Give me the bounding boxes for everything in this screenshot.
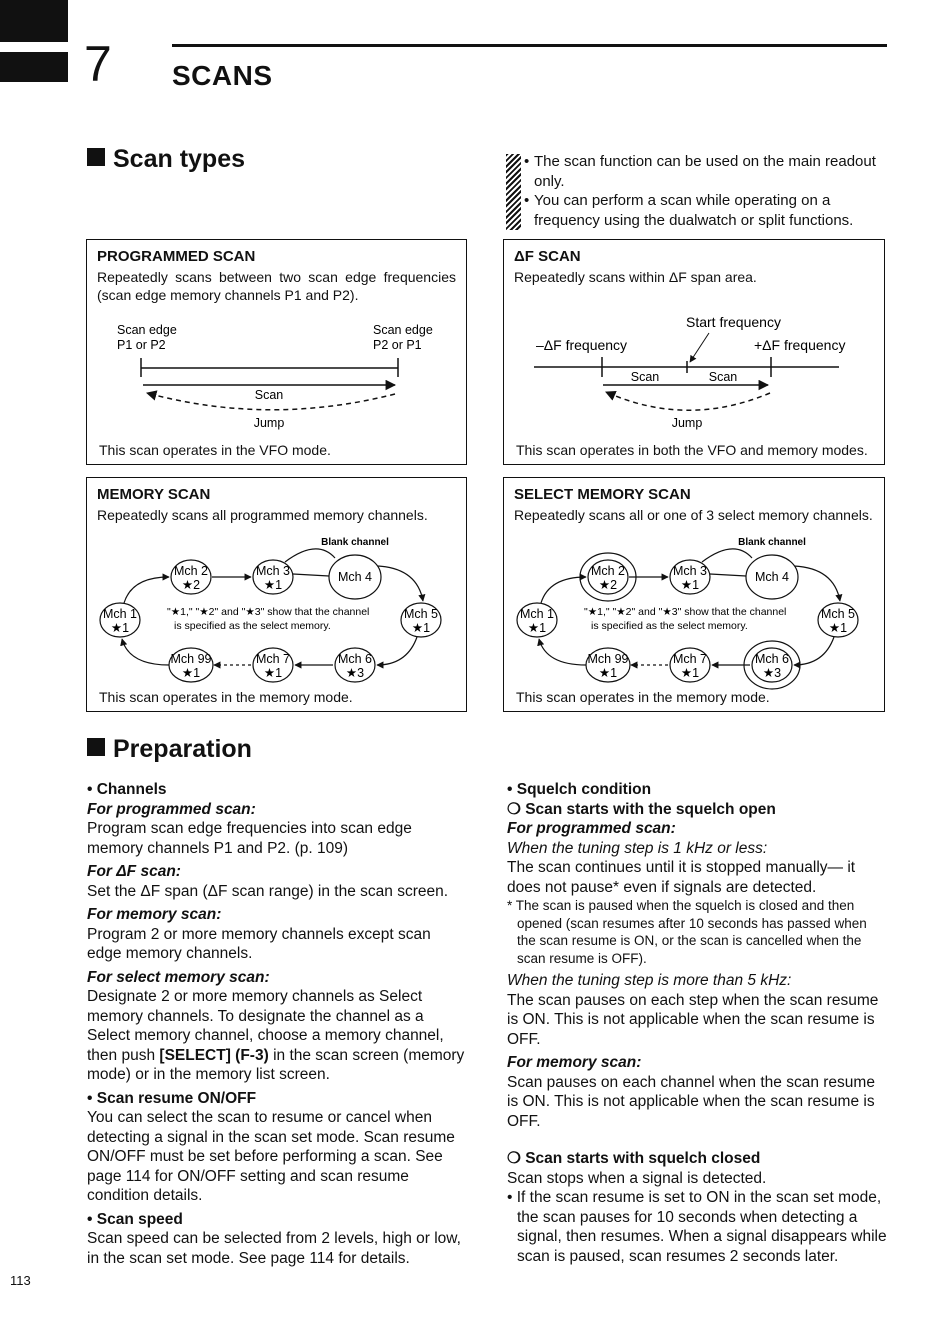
chapter-tab-top <box>0 0 68 42</box>
jump-label: Jump <box>253 416 285 430</box>
channel-name: Mch 99 <box>170 652 212 666</box>
chapter-number: 7 <box>84 36 112 92</box>
note-item: • The scan function can be used on the main readout only. <box>524 152 886 191</box>
select-memory-scan-box <box>503 477 885 712</box>
preparation-right-column <box>507 776 887 1266</box>
jump-arrow <box>606 392 770 410</box>
squelch-heading: • Squelch condition <box>507 780 887 800</box>
channel-mark: ★1 <box>828 621 848 635</box>
scan-label: Scan <box>254 388 284 402</box>
channel-mark: ★1 <box>263 666 283 680</box>
flow-arrow <box>794 566 840 601</box>
select-legend-line-1: "★1," "★2" and "★3" show that the channel <box>584 606 787 618</box>
flow-arrow <box>541 577 586 603</box>
scan-label-2: Scan <box>708 370 738 384</box>
df-scan-box <box>503 239 885 465</box>
channel-name: Mch 3 <box>672 564 708 578</box>
flow-line <box>293 574 329 576</box>
square-bullet-icon <box>87 738 105 756</box>
jump-label: Jump <box>671 416 703 430</box>
df-subheading: For ΔF scan: <box>87 863 181 880</box>
section-title: Scan types <box>113 145 246 173</box>
channel-mark: ★1 <box>598 666 618 680</box>
box-title: PROGRAMMED SCAN <box>97 248 256 265</box>
squelch-closed-text: Scan stops when a signal is detected. <box>507 1169 767 1187</box>
edge-right-label-1: Scan edge <box>373 323 433 337</box>
programmed-scan-box <box>86 239 467 465</box>
flow-arrow <box>539 639 586 665</box>
square-bullet-icon <box>87 148 105 166</box>
channel-name: Mch 2 <box>590 564 626 578</box>
page-number: 113 <box>10 1273 31 1288</box>
memory-scan-box <box>86 477 467 712</box>
channel-name: Mch 1 <box>102 607 138 621</box>
note-block <box>506 152 886 230</box>
channel-mark: ★1 <box>110 621 130 635</box>
channel-name: Mch 5 <box>820 607 856 621</box>
flow-arrow <box>122 639 169 665</box>
memory-subheading: For memory scan: <box>87 906 222 923</box>
chapter-title: SCANS <box>172 60 273 91</box>
flow-arrow <box>377 637 417 665</box>
footnote: * The scan is paused when the squelch is closed and then opened (scan resumes after 10 seconds has passed when the scan resume is ON, or the scan is cancelled when the scan resume is OFF). <box>507 897 887 967</box>
chapter-rule <box>172 44 887 47</box>
step5-condition: When the tuning step is more than 5 kHz: <box>507 972 792 989</box>
channel-mark: ★1 <box>411 621 431 635</box>
squelch-open-heading: ❍ Scan starts with the squelch open <box>507 800 887 820</box>
channels-heading: • Channels <box>87 780 467 800</box>
scan-resume-heading: • Scan resume ON/OFF <box>87 1089 467 1109</box>
select-subheading: For select memory scan: <box>87 968 270 986</box>
box-title: SELECT MEMORY SCAN <box>514 486 691 503</box>
select-legend-line-2: is specified as the select memory. <box>591 620 748 632</box>
box-description: Repeatedly scans within ΔF span area. <box>514 269 757 285</box>
box-footer: This scan operates in the memory mode. <box>99 689 353 705</box>
channel-name: Mch 4 <box>754 570 790 584</box>
memory-text: Scan pauses on each channel when the scan resume is ON. This is not applicable when the scan resume is OFF. <box>507 1073 875 1130</box>
flow-arrow <box>377 566 423 601</box>
select-text-part: Designate 2 or more memory channels as Select memory channels. To designate the channel as a Select memory channel, choose a memory channel, then push <box>87 988 444 1064</box>
channel-name: Mch 7 <box>255 652 291 666</box>
flow-arrow <box>124 577 169 603</box>
select-key-label: [SELECT] (F-3) <box>159 1046 269 1064</box>
channel-name: Mch 4 <box>337 570 373 584</box>
channel-name: Mch 3 <box>255 564 291 578</box>
scan-speed-heading: • Scan speed <box>87 1210 467 1230</box>
note-list <box>506 152 886 230</box>
select-text-part: in the scan screen (memory mode) or in the memory list screen. <box>87 1046 465 1083</box>
channel-mark: ★1 <box>527 621 547 635</box>
box-description: Repeatedly scans between two scan edge frequencies (scan edge memory channels P1 and P2). <box>97 269 456 303</box>
note-item: • You can perform a scan while operating on a frequency using the dualwatch or split functions. <box>524 191 886 230</box>
box-description: Repeatedly scans all or one of 3 select memory channels. <box>514 507 873 523</box>
select-legend-line-1: "★1," "★2" and "★3" show that the channel <box>167 606 370 618</box>
start-frequency-label: Start frequency <box>686 314 781 330</box>
scan-resume-text: You can select the scan to resume or cancel when detecting a signal in the scan set mode. Scan resume ON/OFF must be set before performing a scan. See page 114 for ON/OFF setting and scan resume condition details. <box>87 1109 455 1204</box>
chapter-tab-bottom <box>0 52 68 82</box>
section-heading-preparation <box>87 735 252 764</box>
channel-mark: ★1 <box>181 666 201 680</box>
channel-mark: ★1 <box>263 578 283 592</box>
box-title: MEMORY SCAN <box>97 486 211 503</box>
preparation-left-column <box>87 776 467 1268</box>
blank-channel-label: Blank channel <box>321 537 389 548</box>
programmed-text: Program scan edge frequencies into scan edge memory channels P1 and P2. (p. 109) <box>87 820 412 857</box>
step5-text: The scan pauses on each step when the scan resume is ON. This is not applicable when the scan resume is OFF. <box>507 991 879 1048</box>
flow-line <box>285 549 335 562</box>
step1-text: The scan continues until it is stopped manually— it does not pause* even if signals are detected. <box>507 859 856 896</box>
minus-df-label: –ΔF frequency <box>536 337 628 353</box>
channel-name: Mch 2 <box>173 564 209 578</box>
channel-mark: ★3 <box>345 666 365 680</box>
box-description: Repeatedly scans all programmed memory channels. <box>97 507 428 523</box>
channel-mark: ★1 <box>680 578 700 592</box>
box-footer: This scan operates in both the VFO and memory modes. <box>516 442 868 458</box>
box-title: ΔF SCAN <box>514 248 581 265</box>
channel-mark: ★2 <box>598 578 618 592</box>
box-footer: This scan operates in the VFO mode. <box>99 442 331 458</box>
channel-name: Mch 99 <box>587 652 629 666</box>
blank-channel-label: Blank channel <box>738 537 806 548</box>
channel-mark: ★3 <box>762 666 782 680</box>
select-text <box>87 987 467 1085</box>
section-heading-scan-types <box>87 145 245 174</box>
memory-text: Program 2 or more memory channels except scan edge memory channels. <box>87 925 431 962</box>
channel-name: Mch 6 <box>754 652 790 666</box>
programmed-subheading: For programmed scan: <box>87 800 256 818</box>
section-title: Preparation <box>113 735 252 763</box>
plus-df-label: +ΔF frequency <box>754 337 846 353</box>
box-footer: This scan operates in the memory mode. <box>516 689 770 705</box>
channel-name: Mch 6 <box>337 652 373 666</box>
memory-subheading: For memory scan: <box>507 1054 642 1071</box>
start-pointer <box>690 333 709 362</box>
note-hatch-icon <box>506 154 521 230</box>
scan-speed-text: Scan speed can be selected from 2 levels, high or low, in the scan set mode. See page 114 for details. <box>87 1230 461 1267</box>
channel-mark: ★1 <box>680 666 700 680</box>
channel-name: Mch 5 <box>403 607 439 621</box>
edge-right-label-2: P2 or P1 <box>373 338 422 352</box>
programmed-subheading: For programmed scan: <box>507 820 676 837</box>
step1-condition: When the tuning step is 1 kHz or less: <box>507 839 768 857</box>
squelch-closed-heading: ❍ Scan starts with squelch closed <box>507 1149 887 1169</box>
edge-left-label-2: P1 or P2 <box>117 338 166 352</box>
flow-line <box>702 549 752 562</box>
squelch-closed-bullet: • If the scan resume is set to ON in the scan set mode, the scan pauses for 10 seconds when detecting a signal, then resumes. When a signal disappears while scan is paused, scan resumes 2 seconds later. <box>507 1188 887 1266</box>
edge-left-label-1: Scan edge <box>117 323 177 337</box>
channel-name: Mch 7 <box>672 652 708 666</box>
channel-mark: ★2 <box>181 578 201 592</box>
df-text: Set the ΔF span (ΔF scan range) in the scan screen. <box>87 882 449 900</box>
channel-name: Mch 1 <box>519 607 555 621</box>
flow-line <box>710 574 746 576</box>
select-legend-line-2: is specified as the select memory. <box>174 620 331 632</box>
scan-label-1: Scan <box>630 370 660 384</box>
